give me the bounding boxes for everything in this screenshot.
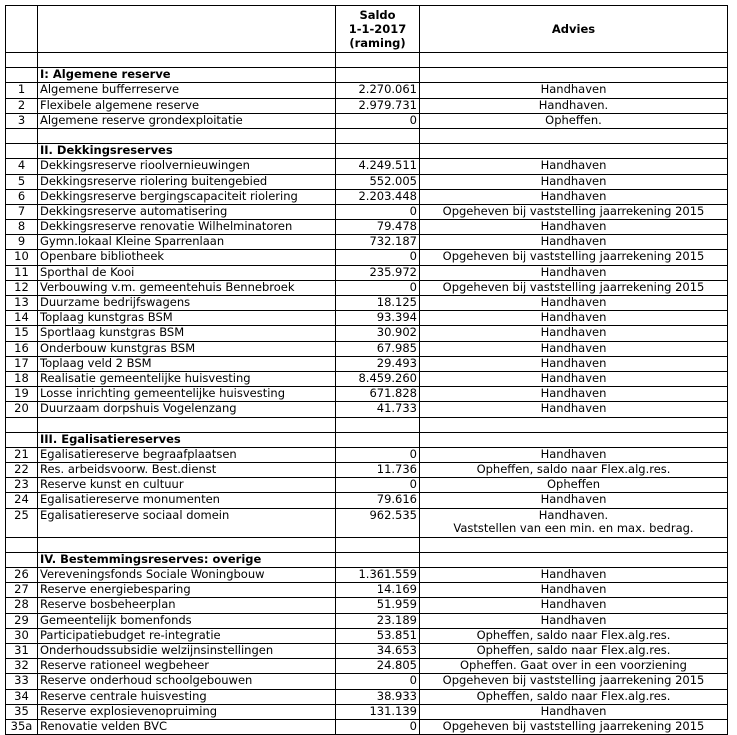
table-row [6, 583, 728, 598]
reserve-name: Dekkingsreserve riolering buitengebied [38, 174, 336, 189]
row-number: 4 [6, 159, 38, 174]
saldo-value: 2.203.448 [336, 189, 420, 204]
table-row [6, 402, 728, 417]
saldo-value: 41.733 [336, 402, 420, 417]
row-number: 6 [6, 189, 38, 204]
advies-text: Opheffen [420, 478, 728, 493]
row-number: 30 [6, 628, 38, 643]
saldo-value: 51.959 [336, 598, 420, 613]
header-advies: Advies [420, 6, 728, 53]
saldo-value: 0 [336, 204, 420, 219]
section-title: II. Dekkingsreserves [38, 144, 336, 159]
row-number: 26 [6, 568, 38, 583]
reserve-name: Dekkingsreserve bergingscapaciteit riolering [38, 189, 336, 204]
saldo-value: 0 [336, 113, 420, 128]
advies-text: Handhaven [420, 371, 728, 386]
section-advies-cell [420, 68, 728, 83]
saldo-value: 34.653 [336, 643, 420, 658]
section-saldo-cell [336, 552, 420, 567]
reserve-name: Gymn.lokaal Kleine Sparrenlaan [38, 235, 336, 250]
saldo-value: 8.459.260 [336, 371, 420, 386]
advies-text: Handhaven [420, 189, 728, 204]
row-number: 18 [6, 371, 38, 386]
reserve-name: Sportlaag kunstgras BSM [38, 326, 336, 341]
saldo-value: 671.828 [336, 387, 420, 402]
reserve-name: Duurzame bedrijfswagens [38, 296, 336, 311]
table-row [6, 463, 728, 478]
spacer-cell [420, 128, 728, 143]
spacer-cell [336, 417, 420, 432]
advies-text: Opgeheven bij vaststelling jaarrekening 2015 [420, 674, 728, 689]
table-row [6, 613, 728, 628]
table-row [6, 326, 728, 341]
advies-text: Opheffen, saldo naar Flex.alg.res. [420, 689, 728, 704]
spacer-cell [420, 537, 728, 552]
table-row [6, 447, 728, 462]
advies-text: Handhaven [420, 83, 728, 98]
advies-text: Handhaven. Vaststellen van een min. en max. bedrag. [420, 508, 728, 537]
section-nr-cell [6, 552, 38, 567]
saldo-value: 0 [336, 674, 420, 689]
reserve-name: Toplaag veld 2 BSM [38, 356, 336, 371]
table-row [6, 113, 728, 128]
table-row [6, 478, 728, 493]
reserve-name: Flexibele algemene reserve [38, 98, 336, 113]
table-row [6, 719, 728, 734]
spacer-cell [420, 53, 728, 68]
advies-text: Handhaven [420, 387, 728, 402]
reserve-name: Onderhoudssubsidie welzijnsinstellingen [38, 643, 336, 658]
row-number: 13 [6, 296, 38, 311]
saldo-value: 732.187 [336, 235, 420, 250]
spacer-cell [6, 417, 38, 432]
row-number: 22 [6, 463, 38, 478]
reserve-name: Reserve kunst en cultuur [38, 478, 336, 493]
advies-text: Handhaven [420, 265, 728, 280]
row-number: 20 [6, 402, 38, 417]
table-row [6, 674, 728, 689]
spacer-cell [38, 417, 336, 432]
section-saldo-cell [336, 68, 420, 83]
reserve-name: Vereveningsfonds Sociale Woningbouw [38, 568, 336, 583]
section-row [6, 552, 728, 567]
table-row [6, 265, 728, 280]
advies-text: Handhaven [420, 159, 728, 174]
advies-text: Handhaven [420, 356, 728, 371]
section-saldo-cell [336, 432, 420, 447]
table-row [6, 83, 728, 98]
advies-text: Handhaven [420, 402, 728, 417]
spacer-cell [6, 537, 38, 552]
row-number: 23 [6, 478, 38, 493]
row-number: 5 [6, 174, 38, 189]
row-number: 17 [6, 356, 38, 371]
saldo-value: 30.902 [336, 326, 420, 341]
row-number: 8 [6, 220, 38, 235]
section-row [6, 432, 728, 447]
advies-text: Handhaven [420, 613, 728, 628]
row-number: 14 [6, 311, 38, 326]
row-number: 10 [6, 250, 38, 265]
row-number: 19 [6, 387, 38, 402]
advies-text: Handhaven [420, 341, 728, 356]
reserve-name: Egalisatiereserve begraafplaatsen [38, 447, 336, 462]
saldo-value: 23.189 [336, 613, 420, 628]
section-saldo-cell [336, 144, 420, 159]
table-row [6, 189, 728, 204]
reserve-name: Gemeentelijk bomenfonds [38, 613, 336, 628]
advies-text: Opgeheven bij vaststelling jaarrekening 2015 [420, 719, 728, 734]
saldo-value: 4.249.511 [336, 159, 420, 174]
saldo-value: 11.736 [336, 463, 420, 478]
saldo-value: 552.005 [336, 174, 420, 189]
spacer-cell [38, 128, 336, 143]
row-number: 31 [6, 643, 38, 658]
reserves-table [5, 5, 728, 735]
section-nr-cell [6, 144, 38, 159]
advies-text: Handhaven [420, 296, 728, 311]
row-number: 27 [6, 583, 38, 598]
reserve-name: Participatiebudget re-integratie [38, 628, 336, 643]
row-number: 25 [6, 508, 38, 537]
row-number: 28 [6, 598, 38, 613]
reserve-name: Reserve bosbeheerplan [38, 598, 336, 613]
saldo-value: 131.139 [336, 704, 420, 719]
reserve-name: Reserve rationeel wegbeheer [38, 659, 336, 674]
table-row [6, 371, 728, 386]
table-row [6, 250, 728, 265]
advies-text: Handhaven [420, 235, 728, 250]
reserve-name: Egalisatiereserve monumenten [38, 493, 336, 508]
advies-text: Handhaven [420, 598, 728, 613]
reserve-name: Reserve centrale huisvesting [38, 689, 336, 704]
saldo-value: 0 [336, 250, 420, 265]
reserve-name: Egalisatiereserve sociaal domein [38, 508, 336, 537]
saldo-value: 53.851 [336, 628, 420, 643]
saldo-value: 0 [336, 719, 420, 734]
spacer-row [6, 53, 728, 68]
saldo-value: 29.493 [336, 356, 420, 371]
table-row [6, 311, 728, 326]
reserve-name: Sporthal de Kooi [38, 265, 336, 280]
row-number: 11 [6, 265, 38, 280]
reserve-name: Verbouwing v.m. gemeentehuis Bennebroek [38, 280, 336, 295]
row-number: 24 [6, 493, 38, 508]
table-row [6, 341, 728, 356]
advies-text: Opheffen, saldo naar Flex.alg.res. [420, 643, 728, 658]
advies-text: Handhaven [420, 704, 728, 719]
header-row [6, 6, 728, 53]
saldo-value: 79.478 [336, 220, 420, 235]
row-number: 34 [6, 689, 38, 704]
advies-text: Handhaven [420, 568, 728, 583]
section-nr-cell [6, 432, 38, 447]
reserve-name: Onderbouw kunstgras BSM [38, 341, 336, 356]
saldo-value: 962.535 [336, 508, 420, 537]
saldo-value: 38.933 [336, 689, 420, 704]
section-title: I: Algemene reserve [38, 68, 336, 83]
advies-text: Opgeheven bij vaststelling jaarrekening 2015 [420, 280, 728, 295]
row-number: 35a [6, 719, 38, 734]
table-row [6, 643, 728, 658]
table-row [6, 356, 728, 371]
row-number: 9 [6, 235, 38, 250]
reserve-name: Realisatie gemeentelijke huisvesting [38, 371, 336, 386]
row-number: 1 [6, 83, 38, 98]
saldo-value: 2.979.731 [336, 98, 420, 113]
table-row [6, 659, 728, 674]
section-nr-cell [6, 68, 38, 83]
advies-text: Handhaven [420, 311, 728, 326]
saldo-value: 2.270.061 [336, 83, 420, 98]
advies-text: Handhaven [420, 493, 728, 508]
spacer-cell [336, 537, 420, 552]
advies-text: Opheffen. Gaat over in een voorziening [420, 659, 728, 674]
reserve-name: Losse inrichting gemeentelijke huisvesting [38, 387, 336, 402]
reserve-name: Dekkingsreserve rioolvernieuwingen [38, 159, 336, 174]
table-row [6, 296, 728, 311]
advies-text: Handhaven. [420, 98, 728, 113]
reserve-name: Openbare bibliotheek [38, 250, 336, 265]
row-number: 2 [6, 98, 38, 113]
table-row [6, 704, 728, 719]
saldo-value: 93.394 [336, 311, 420, 326]
section-title: III. Egalisatiereserves [38, 432, 336, 447]
advies-text: Handhaven [420, 447, 728, 462]
table-row [6, 280, 728, 295]
advies-text: Opgeheven bij vaststelling jaarrekening 2015 [420, 250, 728, 265]
reserve-name: Reserve energiebesparing [38, 583, 336, 598]
row-number: 35 [6, 704, 38, 719]
row-number: 32 [6, 659, 38, 674]
spacer-cell [6, 128, 38, 143]
table-row [6, 568, 728, 583]
table-row [6, 159, 728, 174]
table-row [6, 174, 728, 189]
advies-text: Handhaven [420, 326, 728, 341]
row-number: 29 [6, 613, 38, 628]
spacer-cell [6, 53, 38, 68]
header-nr [6, 6, 38, 53]
advies-text: Opheffen. [420, 113, 728, 128]
advies-text: Handhaven [420, 220, 728, 235]
saldo-value: 1.361.559 [336, 568, 420, 583]
reserve-name: Duurzaam dorpshuis Vogelenzang [38, 402, 336, 417]
reserve-name: Toplaag kunstgras BSM [38, 311, 336, 326]
section-row [6, 144, 728, 159]
row-number: 3 [6, 113, 38, 128]
reserve-name: Algemene reserve grondexploitatie [38, 113, 336, 128]
section-title: IV. Bestemmingsreserves: overige [38, 552, 336, 567]
section-advies-cell [420, 144, 728, 159]
row-number: 21 [6, 447, 38, 462]
table-row [6, 598, 728, 613]
section-advies-cell [420, 552, 728, 567]
row-number: 12 [6, 280, 38, 295]
header-name [38, 6, 336, 53]
spacer-cell [336, 128, 420, 143]
table-row [6, 628, 728, 643]
saldo-value: 24.805 [336, 659, 420, 674]
table-row [6, 235, 728, 250]
reserve-name: Reserve onderhoud schoolgebouwen [38, 674, 336, 689]
saldo-value: 235.972 [336, 265, 420, 280]
spacer-row [6, 537, 728, 552]
table-row [6, 220, 728, 235]
spacer-cell [38, 537, 336, 552]
advies-text: Handhaven [420, 174, 728, 189]
section-row [6, 68, 728, 83]
saldo-value: 0 [336, 447, 420, 462]
spacer-row [6, 417, 728, 432]
saldo-value: 67.985 [336, 341, 420, 356]
reserve-name: Algemene bufferreserve [38, 83, 336, 98]
table-row [6, 508, 728, 537]
row-number: 7 [6, 204, 38, 219]
spacer-cell [420, 417, 728, 432]
advies-text: Handhaven [420, 583, 728, 598]
spacer-row [6, 128, 728, 143]
row-number: 15 [6, 326, 38, 341]
row-number: 33 [6, 674, 38, 689]
advies-text: Opheffen, saldo naar Flex.alg.res. [420, 463, 728, 478]
table-row [6, 493, 728, 508]
saldo-value: 79.616 [336, 493, 420, 508]
header-saldo: Saldo 1-1-2017 (raming) [336, 6, 420, 53]
advies-text: Opheffen, saldo naar Flex.alg.res. [420, 628, 728, 643]
advies-text: Opgeheven bij vaststelling jaarrekening 2015 [420, 204, 728, 219]
reserve-name: Dekkingsreserve renovatie Wilhelminatoren [38, 220, 336, 235]
table-row [6, 98, 728, 113]
saldo-value: 0 [336, 478, 420, 493]
reserve-name: Res. arbeidsvoorw. Best.dienst [38, 463, 336, 478]
row-number: 16 [6, 341, 38, 356]
table-row [6, 387, 728, 402]
spacer-cell [336, 53, 420, 68]
reserve-name: Renovatie velden BVC [38, 719, 336, 734]
section-advies-cell [420, 432, 728, 447]
table-row [6, 204, 728, 219]
saldo-value: 14.169 [336, 583, 420, 598]
spacer-cell [38, 53, 336, 68]
reserve-name: Dekkingsreserve automatisering [38, 204, 336, 219]
saldo-value: 0 [336, 280, 420, 295]
saldo-value: 18.125 [336, 296, 420, 311]
table-row [6, 689, 728, 704]
reserve-name: Reserve explosievenopruiming [38, 704, 336, 719]
